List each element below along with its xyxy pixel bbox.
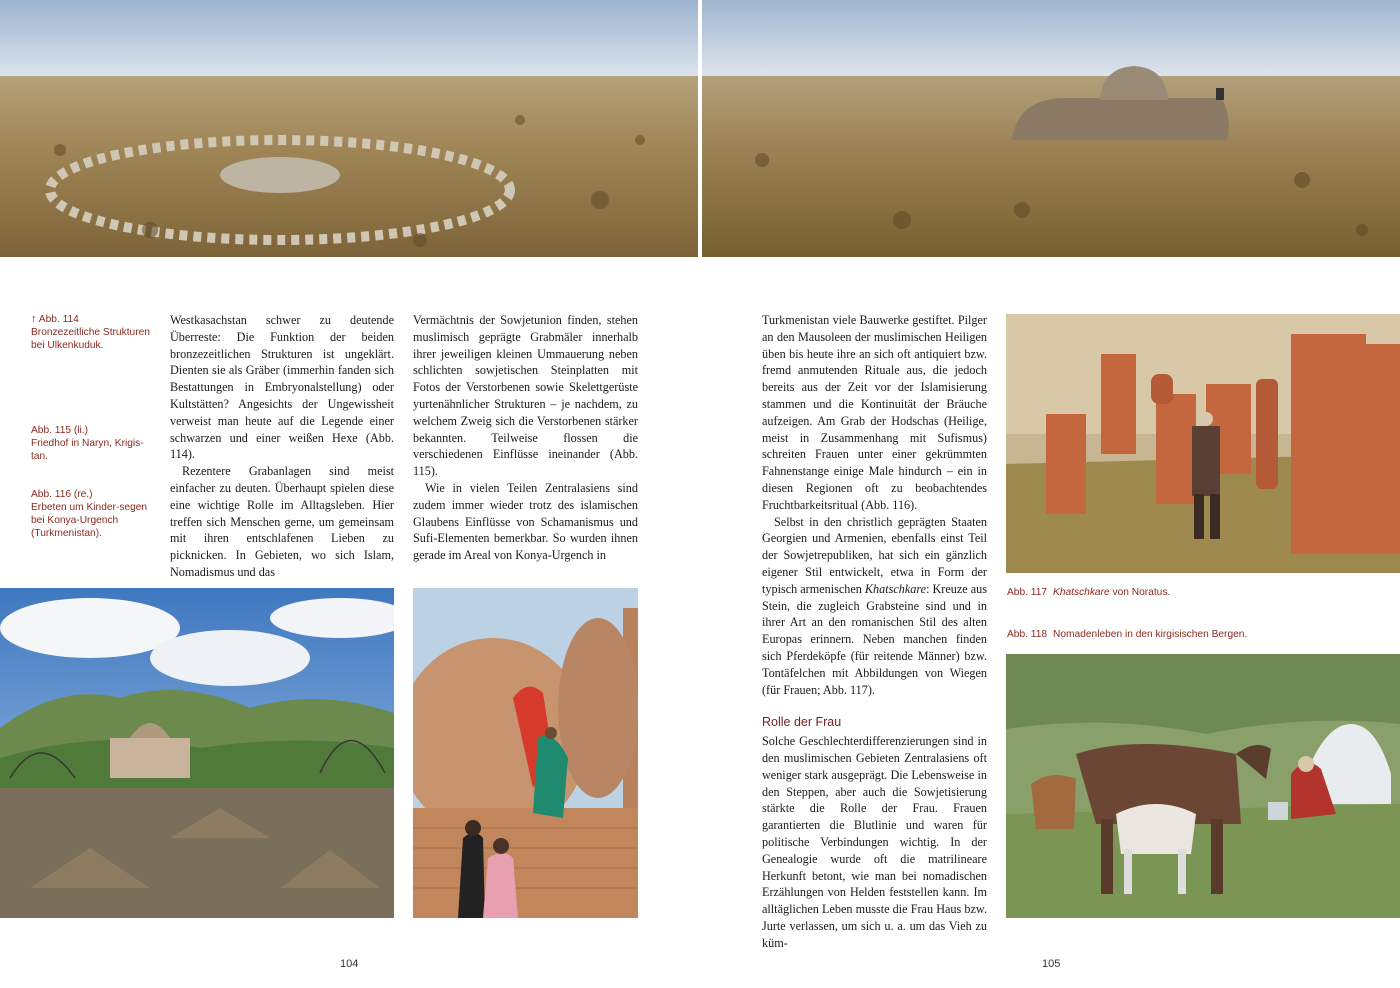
- paragraph: Solche Geschlechterdifferenzierungen sind in den muslimischen Gebieten Zentralasiens oft weniger stark ausgeprägt. Die Lebensweise in den Steppen, aber auch die Sowjetisierung stärkte die Rolle der Frau. Frauen garantierten die Blutlinie und waren für politische Verbindungen wichtig. In der Genealogie wurde oft die matrilineare Herkunft betont, wie man bei nomadischen Erzählungen von Helden feststellen kann. Im alltäglichen Leben musste die Frau Haus bzw. Jurte verlassen, um sich u. a. um das Vieh zu küm-: [762, 734, 987, 950]
- photo-steppe-stone-mound: [702, 0, 1400, 257]
- paragraph: Rezentere Grabanlagen sind meist einfacher zu deuten. Überhaupt spielen diese eine wichtige Rolle im Alltagsleben. Hier treffen sich Menschen gerne, um gemeinsam mit ihren entschlafenen Lieben zu picknicken. In Gebieten, wo sich Islam, Nomadismus und das: [170, 464, 394, 579]
- photo-khatschkare-noratus: [1006, 314, 1400, 573]
- caption-title: Abb. 116 (re.): [31, 489, 93, 500]
- text-column-2: [413, 312, 638, 564]
- section-heading: Rolle der Frau: [762, 715, 842, 730]
- caption-abb-114: [31, 313, 153, 352]
- paragraph: Vermächtnis der Sowjetunion finden, stehen muslimisch geprägte Grabmäler innerhalb ihrer jeweiligen kleinen Ummauerung neben schlichten sowjetischen Steinplatten mit Fotos der Verstorbenen sowie Skelettgerüste yurtenähnlicher Strukturen – je nachdem, zu welchem Zweig sich die Verstorbenen stärker bekannten. Teilweise flossen die verschiedenen Einflüsse ineinander (Abb. 115).: [413, 313, 638, 479]
- page-number-right: 105: [1042, 958, 1061, 970]
- paragraph: Wie in vielen Teilen Zentralasiens sind zudem immer wieder trotz des islamischen Glaubens Einflüsse von Schamanismus und Sufi-Elementen bemerkbar. So wurden ihnen gerade im Areal von Konya-Urgench in: [413, 480, 638, 563]
- caption-title: Abb. 114: [38, 314, 79, 325]
- page-number-left: 104: [340, 958, 359, 970]
- caption-text: Nomadenleben in den kirgisischen Bergen.: [1053, 629, 1248, 640]
- photo-nomad-life-kyrgyz: [1006, 654, 1400, 918]
- paragraph: Selbst in den christlich geprägten Staaten Georgien und Armenien, ebenfalls einst Teil der Sowjetrepubliken, hat sich ein gänzlich eigener Stil entwickelt, etwa in Form der typisch armenischen Khatschkare: Kreuze aus Stein, die zugleich Grabsteine sind und in ihrer Art an den romanischen Stil des alten Europas erinnern. Neben manchen finden sich Pferdeköpfe (für reitende Männer) bzw. Tontäfelchen mit Abbildungen von Wiegen (für Frauen; Abb. 117).: [762, 514, 987, 697]
- text-column-3: [762, 312, 987, 951]
- caption-abb-117: [1007, 586, 1387, 599]
- photo-konya-urgench-ritual: [413, 588, 638, 918]
- caption-text: Khatschkare von Noratus.: [1053, 587, 1171, 598]
- paragraph: Turkmenistan viele Bauwerke gestiftet. Pilger an den Mausoleen der muslimischen Heiligen üben bis heute ihre an sich oft antiquiert bzw. fremd anmutenden Rituale aus, die jedoch bereits aus der Zeit vor der Islamisierung stammen und die Kontinuität der Bräuche aufzeigen. Am Grab der Hodschas (Heilige, meist in Zusammenhang mit Sufismus) schreiten Frauen unter einer gekrümmten Fahnenstange einige Male hindurch – ein in diesen Regionen oft zu beobachtendes Fruchtbarkeitsritual (Abb. 116).: [762, 313, 987, 512]
- photo-cemetery-naryn: [0, 588, 394, 918]
- caption-title: Abb. 115 (li.): [31, 425, 89, 436]
- caption-text: Erbeten um Kinder-segen bei Konya-Urgench (Turkmenistan).: [31, 502, 148, 539]
- caption-abb-115: [31, 424, 153, 463]
- caption-abb-118: [1007, 628, 1387, 641]
- caption-text: Bronzezeitliche Strukturen bei Ulkenkuduk.: [31, 327, 150, 351]
- caption-title: Abb. 117: [1007, 587, 1048, 598]
- text-column-1: [170, 312, 394, 581]
- photo-steppe-stone-circle: [0, 0, 698, 257]
- caption-abb-116: [31, 488, 153, 540]
- caption-text: Friedhof in Naryn, Krigis-tan.: [31, 438, 144, 462]
- paragraph: Westkasachstan schwer zu deutende Überreste: Die Funktion der beiden bronzezeitlichen Strukturen ist ungeklärt. Dienten sie als Gräber (immerhin fanden sich Bestattungen in Embryonalstellung) oder Kultstätten? Angesichts der Ungewissheit verweist man heute auf die Legende einer schwarzen und einer weißen Hexe (Abb. 114).: [170, 313, 394, 462]
- arrow-up-icon: ↑: [31, 313, 37, 325]
- caption-title: Abb. 118: [1007, 629, 1048, 640]
